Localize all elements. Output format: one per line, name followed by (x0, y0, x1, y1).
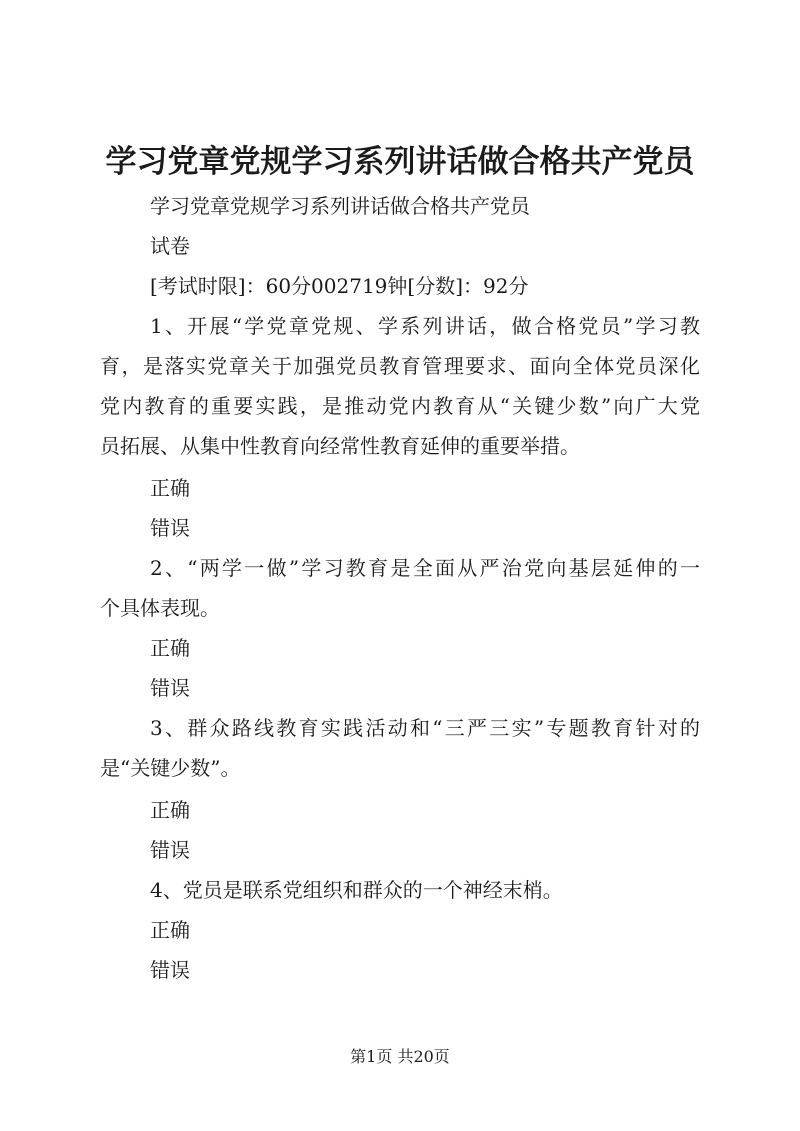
question-text-line: 育，是落实党章关于加强党员教育管理要求、面向全体党员深化 (100, 354, 700, 378)
option-correct[interactable]: 正确 (150, 918, 190, 942)
option-correct[interactable]: 正确 (150, 636, 190, 660)
question-text-line: 个具体表现。 (100, 596, 220, 620)
question-text-line: 党内教育的重要实践，是推动党内教育从“关键少数”向广大党 (100, 394, 700, 418)
option-wrong[interactable]: 错误 (150, 676, 190, 700)
question-text-line: 3、群众路线教育实践活动和“三严三实”专题教育针对的 (150, 716, 700, 740)
question-text-line: 2、“两学一做”学习教育是全面从严治党向基层延伸的一 (150, 556, 700, 580)
option-correct[interactable]: 正确 (150, 798, 190, 822)
paper-type: 试卷 (150, 234, 190, 258)
page-number: 第1页 共20页 (350, 1047, 450, 1066)
option-wrong[interactable]: 错误 (150, 958, 190, 982)
question-text-line: 员拓展、从集中性教育向经常性教育延伸的重要举措。 (100, 434, 580, 458)
document-subtitle: 学习党章党规学习系列讲话做合格共产党员 (150, 194, 530, 218)
option-correct[interactable]: 正确 (150, 476, 190, 500)
option-wrong[interactable]: 错误 (150, 516, 190, 540)
question-text-line: 1、开展“学党章党规、学系列讲话，做合格党员”学习教 (150, 314, 700, 338)
document-title: 学习党章党规学习系列讲话做合格共产党员 (105, 144, 695, 180)
option-wrong[interactable]: 错误 (150, 838, 190, 862)
question-text-line: 是“关键少数”。 (100, 756, 241, 780)
question-text-line: 4、党员是联系党组织和群众的一个神经末梢。 (150, 878, 563, 902)
exam-info: [考试时限]：60分002719钟[分数]：92分 (150, 274, 529, 298)
